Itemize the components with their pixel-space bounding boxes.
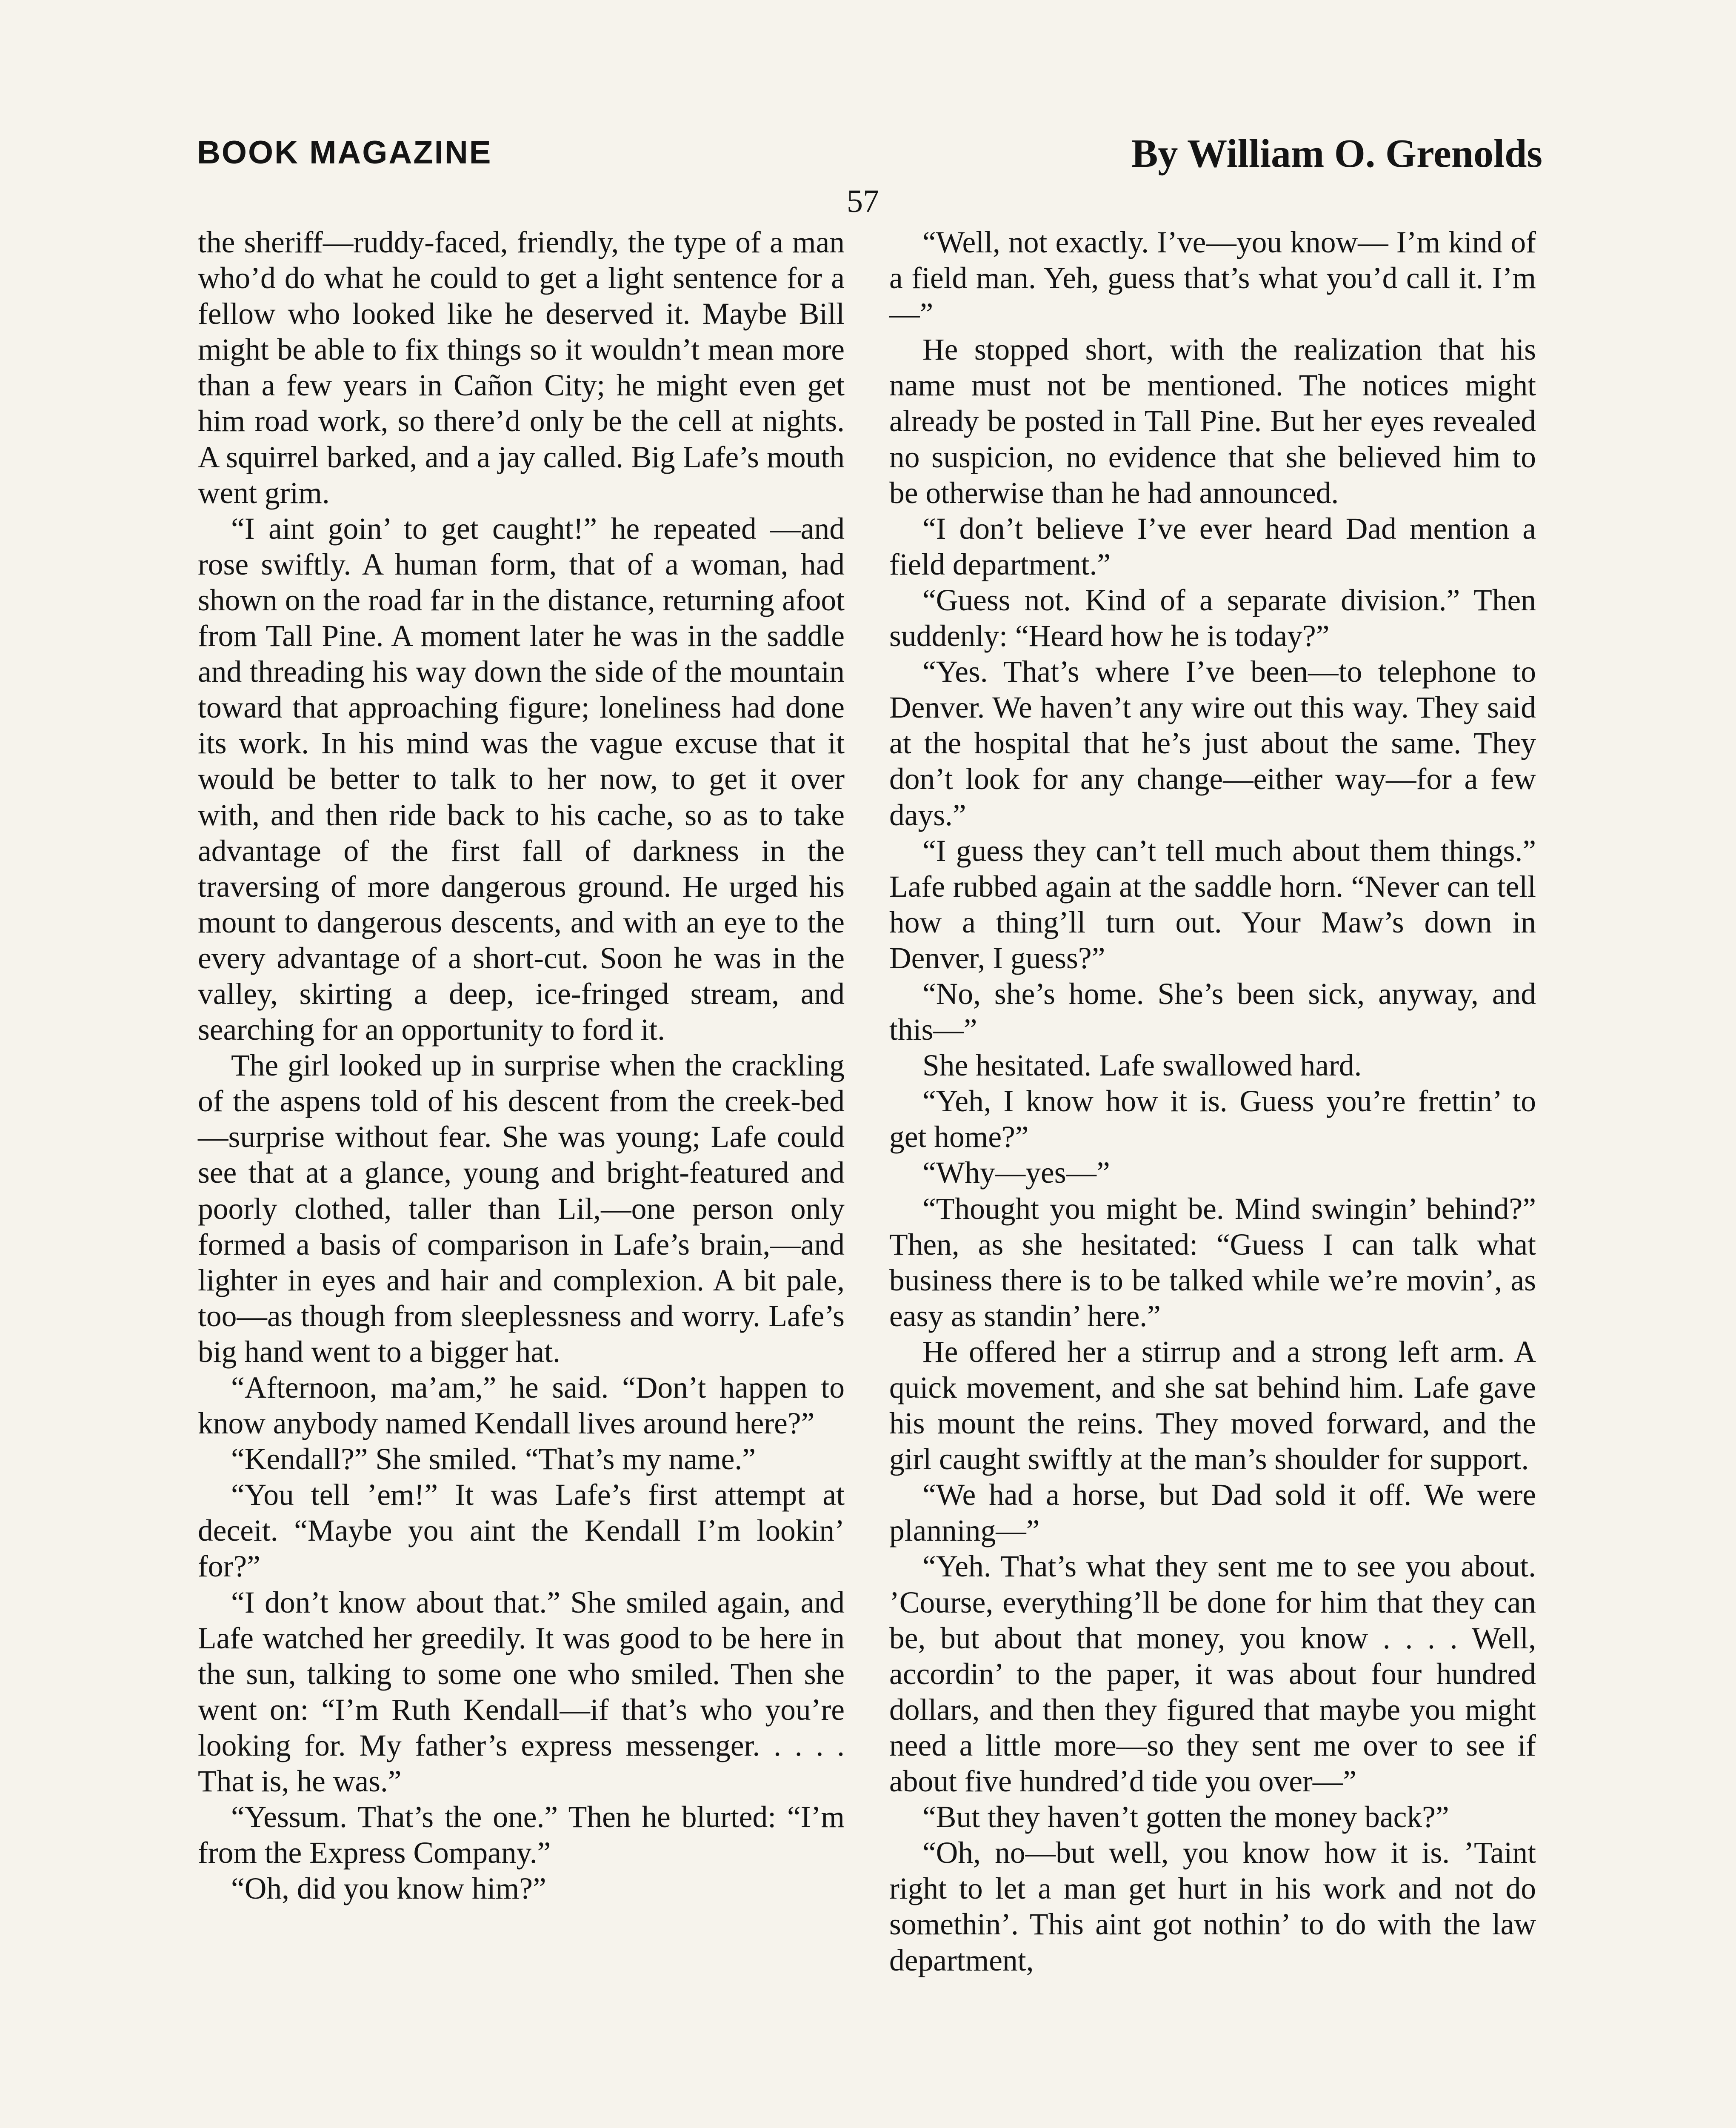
paragraph: “We had a horse, but Dad sold it off. We were planning—” xyxy=(889,1478,1536,1548)
paragraph: He stopped short, with the realization that his name must not be mentioned. The notices might already be posted in Tall Pine. But her eyes revealed no suspicion, no evidence that she believed him to be otherwise than he had announced. xyxy=(889,333,1536,510)
paragraph: “I aint goin’ to get caught!” he repeated —and rose swiftly. A human form, that of a woman, had shown on the road far in the distance, returning afoot from Tall Pine. A moment later he was in the saddle and threading his way down the side of the mountain toward that approaching figure; loneliness had done its work. In his mind was the vague excuse that it would be better to talk to her now, to get it over with, and then ride back to his cache, so as to take advantage of the first fall of darkness in the traversing of more dangerous ground. He urged his mount to dangerous descents, and with an eye to the every advantage of a short-cut. Soon he was in the valley, skirting a deep, ice-fringed stream, and searching for an opportunity to ford it. xyxy=(198,512,845,1047)
left-column xyxy=(198,225,845,1907)
paragraph: “Yes. That’s where I’ve been—to telephone to Denver. We haven’t any wire out this way. They said at the hospital that he’s just about the same. They don’t look for any change—either way—for a few days.” xyxy=(889,655,1536,832)
paragraph: The girl looked up in surprise when the crackling of the aspens told of his descent from the creek-bed—surprise without fear. She was young; Lafe could see that at a glance, young and bright-featured and poorly clothed, taller than Lil,—one person only formed a basis of comparison in Lafe’s brain,—and lighter in eyes and hair and complexion. A bit pale, too—as though from sleeplessness and worry. Lafe’s big hand went to a bigger hat. xyxy=(198,1049,845,1369)
author-byline: By William O. Grenolds xyxy=(1131,132,1542,176)
paragraph: She hesitated. Lafe swallowed hard. xyxy=(922,1049,1362,1083)
right-column xyxy=(889,225,1536,1979)
paragraph: “Oh, did you know him?” xyxy=(231,1872,546,1906)
paragraph: “Yessum. That’s the one.” Then he blurted: “I’m from the Express Company.” xyxy=(198,1800,845,1870)
paragraph: “But they haven’t gotten the money back?” xyxy=(922,1800,1449,1834)
paragraph: “Yeh, I know how it is. Guess you’re frettin’ to get home?” xyxy=(889,1084,1536,1154)
paragraph: “Oh, no—but well, you know how it is. ’Taint right to let a man get hurt in his work and not do somethin’. This aint got nothin’ to do with the law department, xyxy=(889,1836,1536,1977)
running-header xyxy=(197,134,1542,185)
paragraph: “I don’t know about that.” She smiled again, and Lafe watched her greedily. It was good to be here in the sun, talking to some one who smiled. Then she went on: “I’m Ruth Kendall—if that’s who you’re looking for. My father’s express messenger. . . . . That is, he was.” xyxy=(198,1585,845,1799)
paragraph: the sheriff—ruddy-faced, friendly, the type of a man who’d do what he could to get a light sentence for a fellow who looked like he deserved it. Maybe Bill might be able to fix things so it wouldn’t mean more than a few years in Cañon City; he might even get him road work, so there’d only be the cell at nights. A squirrel barked, and a jay called. Big Lafe’s mouth went grim. xyxy=(198,226,845,510)
page-number: 57 xyxy=(847,183,879,219)
paragraph: “Why—yes—” xyxy=(922,1156,1110,1190)
paragraph: “I guess they can’t tell much about them things.” Lafe rubbed again at the saddle horn. “Never can tell how a thing’ll turn out. Your Maw’s down in Denver, I guess?” xyxy=(889,834,1536,975)
magazine-title: BOOK MAGAZINE xyxy=(197,134,492,171)
paragraph: “You tell ’em!” It was Lafe’s first attempt at deceit. “Maybe you aint the Kendall I’m lookin’ for?” xyxy=(198,1478,845,1584)
paragraph: “No, she’s home. She’s been sick, anyway, and this—” xyxy=(889,977,1536,1047)
paragraph: “I don’t believe I’ve ever heard Dad mention a field department.” xyxy=(889,512,1536,581)
paragraph: “Thought you might be. Mind swingin’ behind?” Then, as she hesitated: “Guess I can talk what business there is to be talked while we’re movin’, as easy as standin’ here.” xyxy=(889,1192,1536,1333)
paragraph: “Yeh. That’s what they sent me to see you about. ’Course, everything’ll be done for him that they can be, but about that money, you know . . . . Well, accordin’ to the paper, it was about four hundred dollars, and then they figured that maybe you might need a little more—so they sent me over to see if about five hundred’d tide you over—” xyxy=(889,1550,1536,1799)
paragraph: “Guess not. Kind of a separate division.” Then suddenly: “Heard how he is today?” xyxy=(889,583,1536,653)
paragraph: “Kendall?” She smiled. “That’s my name.” xyxy=(231,1442,756,1476)
paragraph: “Afternoon, ma’am,” he said. “Don’t happen to know anybody named Kendall lives around here?” xyxy=(198,1371,845,1441)
paragraph: “Well, not exactly. I’ve—you know— I’m kind of a field man. Yeh, guess that’s what you’d call it. I’m—” xyxy=(889,226,1536,331)
paragraph: He offered her a stirrup and a strong left arm. A quick movement, and she sat behind him. Lafe gave his mount the reins. They moved forward, and the girl caught swiftly at the man’s shoulder for support. xyxy=(889,1335,1536,1476)
